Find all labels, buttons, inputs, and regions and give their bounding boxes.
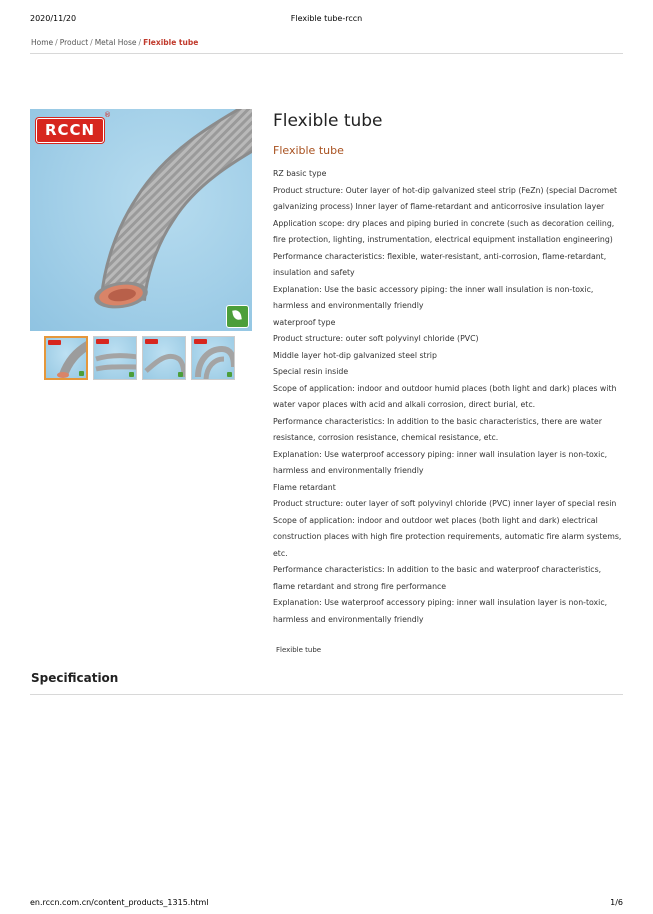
description-line: Performance characteristics: flexible, water-resistant, anti-corrosion, flame-retardant, insulation and safety [273, 251, 607, 277]
description-line: Explanation: Use the basic accessory piping: the inner wall insulation is non-toxic, harmless and environmentally friendly [273, 284, 594, 310]
description-line: Performance characteristics: In addition to the basic and waterproof characteristics, flame retardant and strong fire performance [273, 565, 602, 591]
main-product-image[interactable] [30, 109, 252, 331]
leaf-icon [178, 372, 183, 377]
thumbnail-logo [194, 339, 207, 344]
description-line: Flame retardant [273, 482, 336, 492]
product-title: Flexible tube [273, 111, 383, 131]
thumbnail-logo [96, 339, 109, 344]
print-url: en.rccn.com.cn/content_products_1315.html [30, 898, 209, 907]
specification-heading: Specification [31, 671, 119, 685]
thumbnail-logo [145, 339, 158, 344]
description-line: Middle layer hot-dip galvanized steel strip [273, 350, 437, 360]
description-line: Application scope: dry places and piping buried in concrete (such as decoration ceiling, fire protection, lighting, instrumentation, electrical equipment installation engineering) [273, 218, 615, 244]
print-title: Flexible tube-rccn [290, 14, 363, 23]
description-line: Explanation: Use waterproof accessory piping: inner wall insulation layer is non-toxic, harmless and environmentally friendly [273, 598, 608, 624]
description-line: RZ basic type [273, 169, 327, 178]
description-line: waterproof type [273, 317, 336, 327]
breadcrumb: Home / Product / Metal Hose / Flexible tube [31, 38, 199, 47]
description-line: Product structure: Outer layer of hot-dip galvanized steel strip (FeZn) (special Dacromet galvanizing process) Inner layer of flame-retardant and anticorrosive insulation layer [273, 185, 618, 211]
leaf-icon [226, 305, 249, 328]
description-line: Explanation: Use waterproof accessory piping: inner wall insulation layer is non-toxic, harmless and environmentally friendly [273, 449, 608, 475]
thumbnail-2[interactable] [93, 336, 137, 380]
registered-mark: ® [104, 111, 111, 119]
image-caption: Flexible tube [276, 646, 322, 654]
thumbnail-4[interactable] [191, 336, 235, 380]
leaf-icon [79, 371, 84, 376]
leaf-icon [129, 372, 134, 377]
thumbnail-1[interactable] [44, 336, 88, 380]
product-description [273, 166, 625, 628]
breadcrumb-divider [30, 53, 623, 54]
description-line: Scope of application: indoor and outdoor wet places (both light and dark) electrical construction places with high fire protection requirements, automatic fire alarm systems, etc. [273, 515, 622, 558]
print-page-number: 1/6 [610, 898, 623, 907]
thumbnail-3[interactable] [142, 336, 186, 380]
product-subtitle: Flexible tube [273, 144, 344, 157]
description-line: Scope of application: indoor and outdoor humid places (both light and dark) places with water vapor places with acid and alkali corrosion, direct burial, etc. [273, 383, 617, 409]
leaf-icon [227, 372, 232, 377]
rccn-logo: RCCN [36, 118, 104, 143]
breadcrumb-product[interactable]: Product [59, 38, 89, 47]
description-line: Performance characteristics: In addition to the basic characteristics, there are water resistance, corrosion resistance, chemical resistance, etc. [273, 416, 602, 442]
breadcrumb-metal-hose[interactable]: Metal Hose [94, 38, 137, 47]
description-line: Product structure: outer soft polyvinyl chloride (PVC) [273, 334, 479, 343]
specification-divider [30, 694, 623, 695]
print-date: 2020/11/20 [30, 14, 77, 23]
description-line: Special resin inside [273, 367, 349, 376]
thumbnail-logo [48, 340, 61, 345]
breadcrumb-current: Flexible tube [143, 38, 199, 47]
description-line: Product structure: outer layer of soft polyvinyl chloride (PVC) inner layer of special resin [273, 499, 617, 508]
breadcrumb-home[interactable]: Home [31, 38, 54, 47]
print-header [0, 14, 653, 28]
